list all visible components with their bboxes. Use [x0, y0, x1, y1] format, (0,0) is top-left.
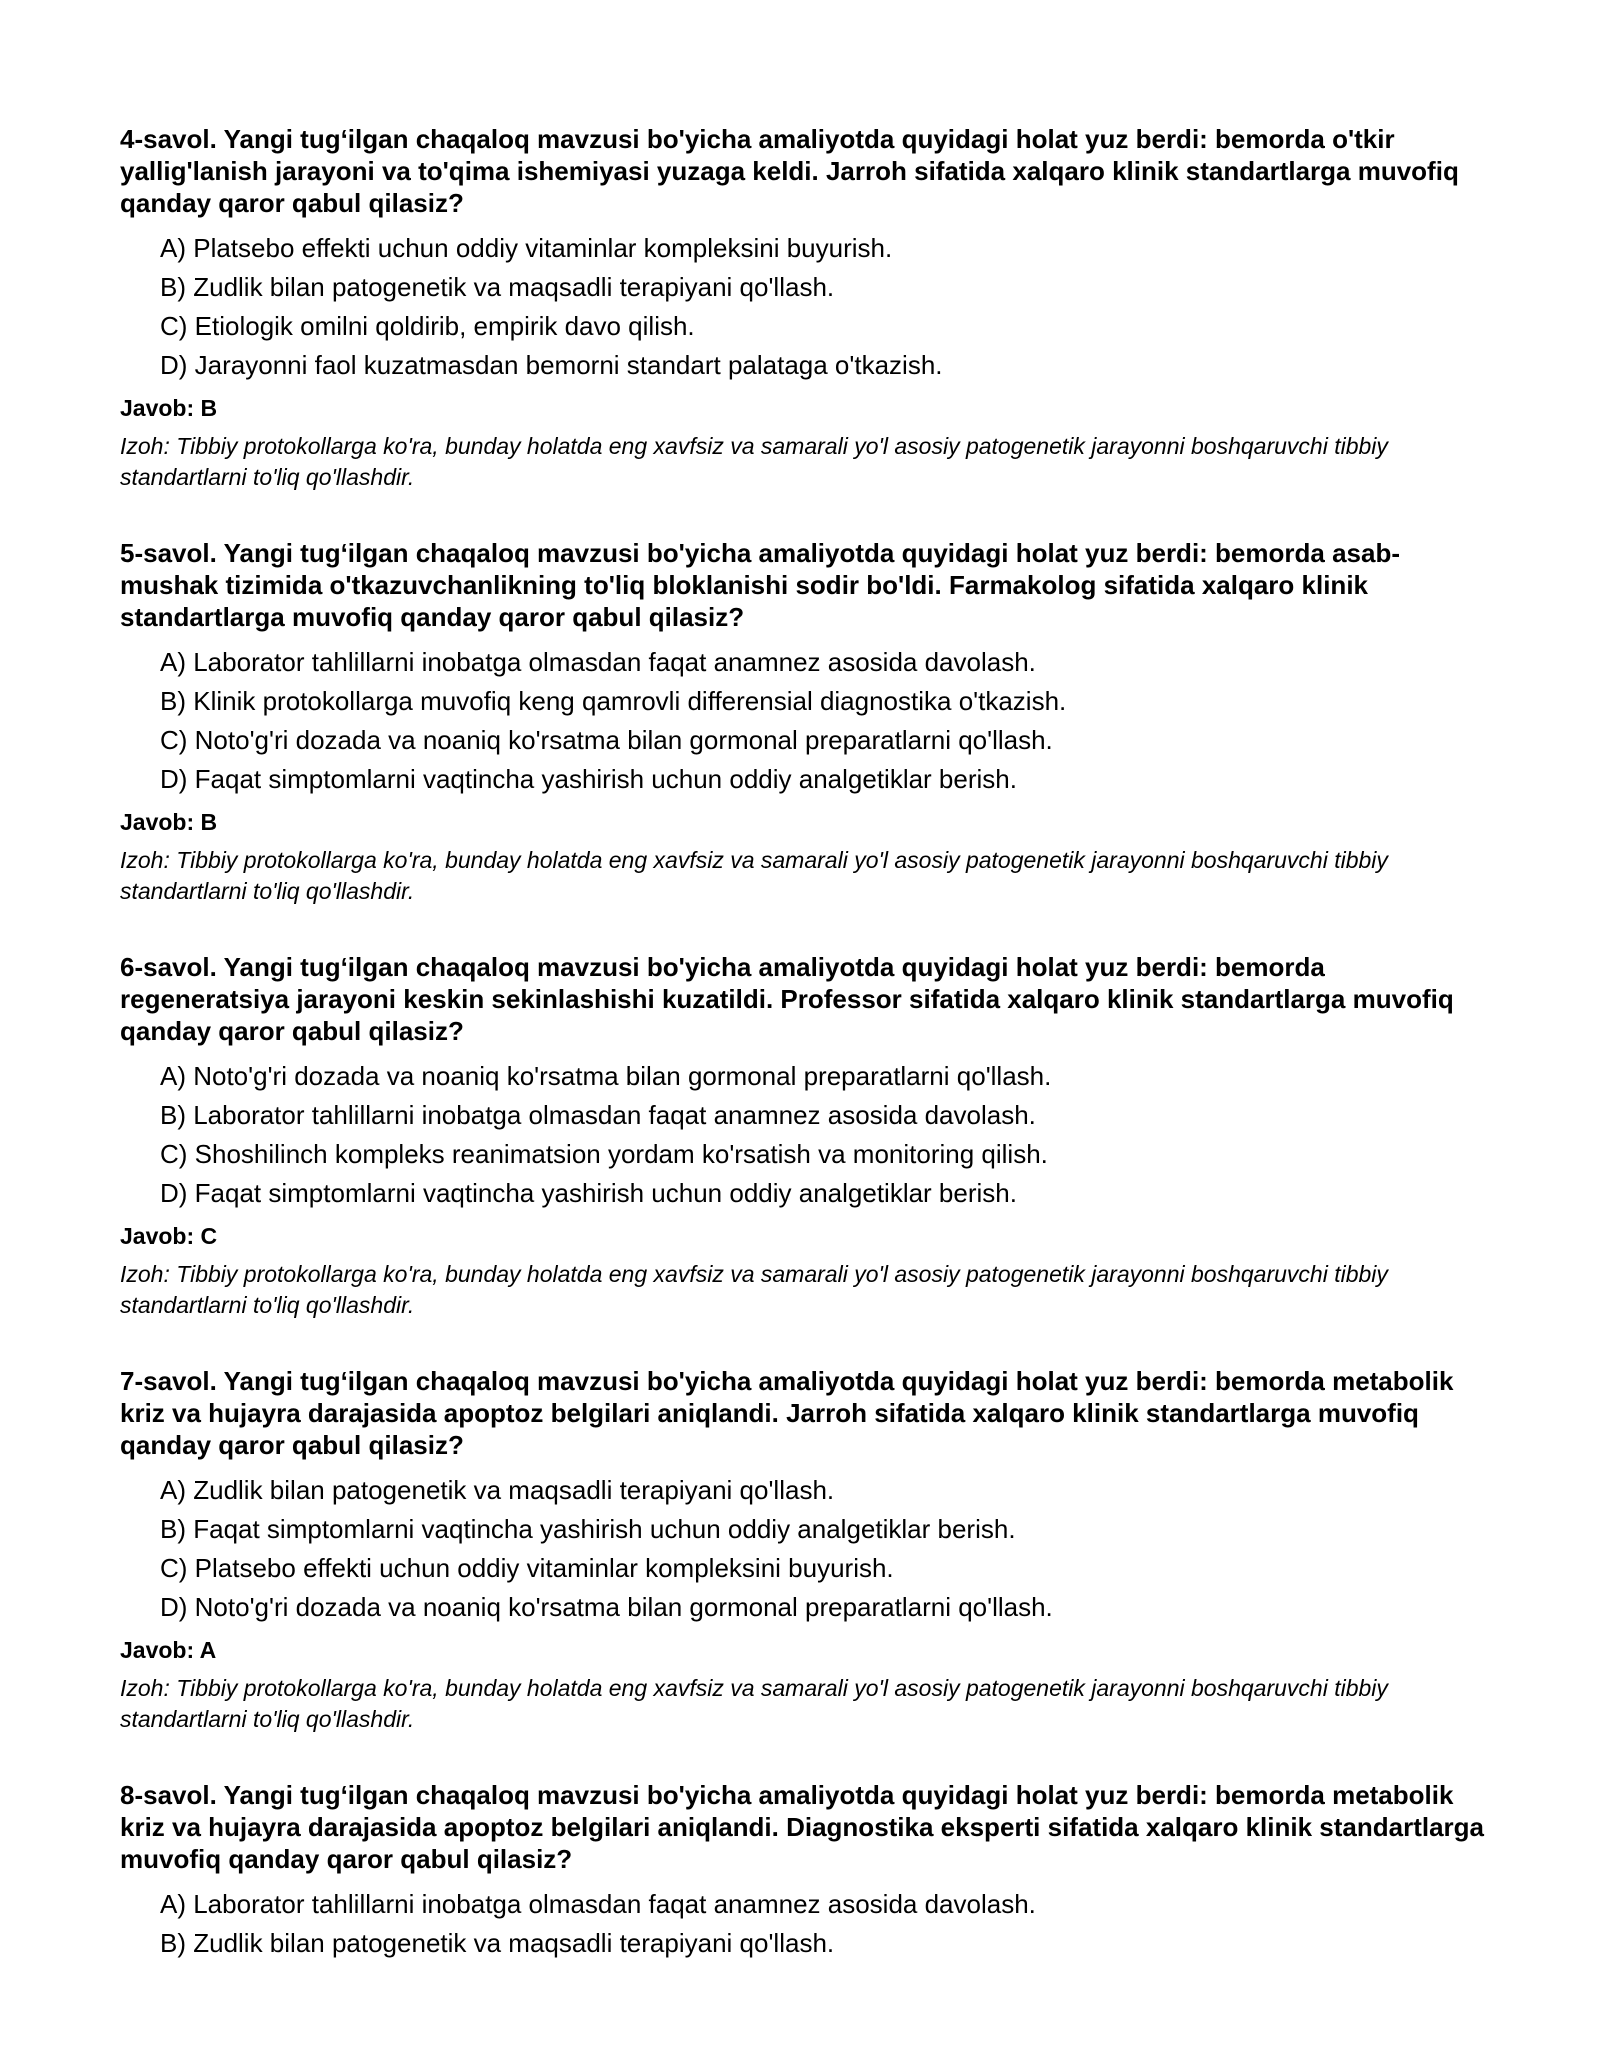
question-block	[120, 1779, 1490, 1963]
option-b: B) Faqat simptomlarni vaqtincha yashirish uchun oddiy analgetiklar berish.	[160, 1514, 1016, 1544]
question-text: 8-savol. Yangi tug‘ilgan chaqaloq mavzusi bo'yicha amaliyotda quyidagi holat yuz berdi: bemorda metabolik kriz va hujayra darajasida apoptoz belgilari aniqlandi. Diagnostika eksperti sifatida xalqaro klinik standartlarga muvofiq qanday qaror qabul qilasiz?	[120, 1780, 1484, 1874]
options-list	[120, 1471, 1490, 1627]
option-d: D) Noto'g'ri dozada va noaniq ko'rsatma bilan gormonal preparatlarni qo'llash.	[160, 1592, 1053, 1622]
option-a: A) Zudlik bilan patogenetik va maqsadli terapiyani qo'llash.	[160, 1475, 835, 1505]
explanation-note: Izoh: Tibbiy protokollarga ko'ra, bunday holatda eng xavfsiz va samarali yo'l asosiy patogenetik jarayonni boshqaruvchi tibbiy standartlarni to'liq qo'llashdir.	[120, 433, 1388, 490]
options-list	[120, 1885, 1490, 1963]
option-a: A) Noto'g'ri dozada va noaniq ko'rsatma bilan gormonal preparatlarni qo'llash.	[160, 1061, 1052, 1091]
answer-label: Javob: C	[120, 1223, 218, 1249]
option-a: A) Platsebo effekti uchun oddiy vitaminlar kompleksini buyurish.	[160, 233, 893, 263]
options-list	[120, 229, 1490, 385]
options-list	[120, 1057, 1490, 1213]
explanation-note: Izoh: Tibbiy protokollarga ko'ra, bunday holatda eng xavfsiz va samarali yo'l asosiy patogenetik jarayonni boshqaruvchi tibbiy standartlarni to'liq qo'llashdir.	[120, 847, 1388, 904]
option-a: A) Laborator tahlillarni inobatga olmasdan faqat anamnez asosida davolash.	[160, 1889, 1036, 1919]
explanation-note: Izoh: Tibbiy protokollarga ko'ra, bunday holatda eng xavfsiz va samarali yo'l asosiy patogenetik jarayonni boshqaruvchi tibbiy standartlarni to'liq qo'llashdir.	[120, 1675, 1388, 1732]
explanation-note: Izoh: Tibbiy protokollarga ko'ra, bunday holatda eng xavfsiz va samarali yo'l asosiy patogenetik jarayonni boshqaruvchi tibbiy standartlarni to'liq qo'llashdir.	[120, 1261, 1388, 1318]
options-list	[120, 643, 1490, 799]
option-b: B) Zudlik bilan patogenetik va maqsadli terapiyani qo'llash.	[160, 1928, 835, 1958]
answer-label: Javob: A	[120, 1637, 217, 1663]
option-b: B) Laborator tahlillarni inobatga olmasdan faqat anamnez asosida davolash.	[160, 1100, 1036, 1130]
option-c: C) Platsebo effekti uchun oddiy vitaminlar kompleksini buyurish.	[160, 1553, 894, 1583]
option-c: C) Noto'g'ri dozada va noaniq ko'rsatma bilan gormonal preparatlarni qo'llash.	[160, 725, 1053, 755]
answer-label: Javob: B	[120, 809, 218, 835]
document-page	[120, 123, 1490, 2007]
option-c: C) Etiologik omilni qoldirib, empirik davo qilish.	[160, 311, 695, 341]
question-block	[120, 537, 1490, 907]
option-d: D) Faqat simptomlarni vaqtincha yashirish uchun oddiy analgetiklar berish.	[160, 1178, 1017, 1208]
question-text: 5-savol. Yangi tug‘ilgan chaqaloq mavzusi bo'yicha amaliyotda quyidagi holat yuz berdi: bemorda asab-mushak tizimida o'tkazuvchanlikning to'liq bloklanishi sodir bo'ldi. Farmakolog sifatida xalqaro klinik standartlarga muvofiq qanday qaror qabul qilasiz?	[120, 538, 1400, 632]
option-b: B) Klinik protokollarga muvofiq keng qamrovli differensial diagnostika o'tkazish.	[160, 686, 1067, 716]
option-b: B) Zudlik bilan patogenetik va maqsadli terapiyani qo'llash.	[160, 272, 835, 302]
answer-label: Javob: B	[120, 395, 218, 421]
question-block	[120, 951, 1490, 1321]
option-d: D) Jarayonni faol kuzatmasdan bemorni standart palataga o'tkazish.	[160, 350, 943, 380]
option-a: A) Laborator tahlillarni inobatga olmasdan faqat anamnez asosida davolash.	[160, 647, 1036, 677]
question-text: 6-savol. Yangi tug‘ilgan chaqaloq mavzusi bo'yicha amaliyotda quyidagi holat yuz berdi: bemorda regeneratsiya jarayoni keskin sekinlashishi kuzatildi. Professor sifatida xalqaro klinik standartlarga muvofiq qanday qaror qabul qilasiz?	[120, 952, 1454, 1046]
question-block	[120, 1365, 1490, 1735]
option-d: D) Faqat simptomlarni vaqtincha yashirish uchun oddiy analgetiklar berish.	[160, 764, 1017, 794]
question-text: 4-savol. Yangi tug‘ilgan chaqaloq mavzusi bo'yicha amaliyotda quyidagi holat yuz berdi: bemorda o'tkir yallig'lanish jarayoni va to'qima ishemiyasi yuzaga keldi. Jarroh sifatida xalqaro klinik standartlarga muvofiq qanday qaror qabul qilasiz?	[120, 124, 1459, 218]
option-c: C) Shoshilinch kompleks reanimatsion yordam ko'rsatish va monitoring qilish.	[160, 1139, 1048, 1169]
question-text: 7-savol. Yangi tug‘ilgan chaqaloq mavzusi bo'yicha amaliyotda quyidagi holat yuz berdi: bemorda metabolik kriz va hujayra darajasida apoptoz belgilari aniqlandi. Jarroh sifatida xalqaro klinik standartlarga muvofiq qanday qaror qabul qilasiz?	[120, 1366, 1454, 1460]
question-block	[120, 123, 1490, 493]
